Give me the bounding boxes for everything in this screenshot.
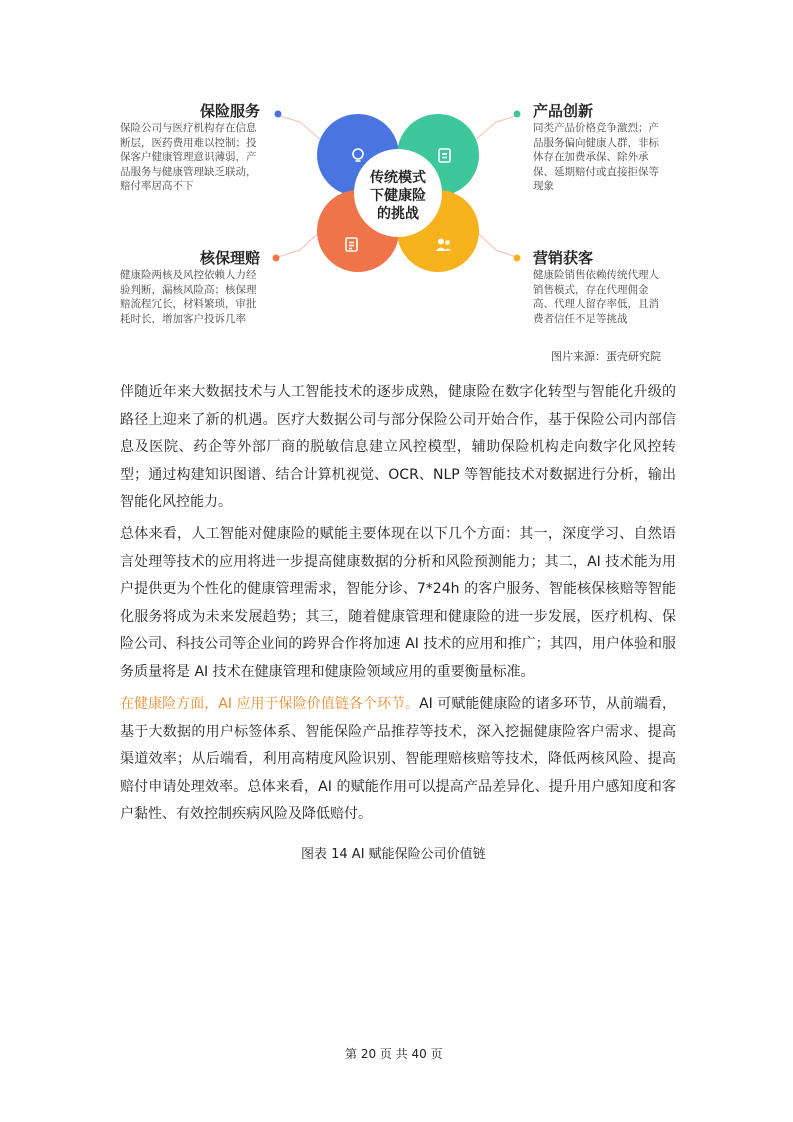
challenge-text-marketing: 健康险销售依赖传统代理人销售模式，存在代理佣金高、代理人留存率低，且消费者信任不足等挑战 xyxy=(533,269,659,325)
challenge-text-product-innovation: 同类产品价格竞争激烈；产品服务偏向健康人群，非标体存在加费承保、除外承保、延期赔付或直接拒保等现象 xyxy=(533,122,659,192)
challenge-text-underwriting-claims: 健康险两核及风控依赖人力经验判断，漏核风险高；核保理赔流程冗长，材料繁琐，审批耗时长，增加客户投诉几率 xyxy=(120,269,257,325)
connector-dot xyxy=(514,255,521,262)
connector-dot xyxy=(514,111,521,118)
challenge-text-insurance-service: 保险公司与医疗机构存在信息断层，医药费用难以控制；投保客户健康管理意识薄弱，产品服务与健康管理缺乏联动，赔付率居高不下 xyxy=(120,122,257,192)
challenge-title-product-innovation: 产品创新 xyxy=(533,102,594,120)
figure-source: 图片来源：蛋壳研究院 xyxy=(551,350,661,363)
challenge-title-insurance-service: 保险服务 xyxy=(200,102,261,120)
page-footer: 第 20 页 共 40 页 xyxy=(345,1047,443,1061)
highlighted-lead-sentence: 在健康险方面，AI 应用于保险价值链各个环节。 xyxy=(120,696,420,712)
body-paragraph-2: 总体来看，人工智能对健康险的赋能主要体现在以下几个方面：其一，深度学习、自然语言处理等技术的应用将进一步提高健康数据的分析和风险预测能力；其二，AI 技术能为用户提供更为个性化的健康管理需求，智能分诊、7*24h 的客户服务、智能核保核赔等智能化服务将成为未来发展趋势；其三，随着健康管理和健康险的进一步发展，医疗机构、保险公司、科技公司等企业间的跨界合作将加速 AI 技术的应用和推广；其四，用户体验和服务质量将是 AI 技术在健康管理和健康险领域应用的重要衡量标准。 xyxy=(120,526,676,680)
figure-caption: 图表 14 AI 赋能保险公司价值链 xyxy=(301,847,486,862)
center-title-line-2: 下健康险 xyxy=(370,188,426,204)
paragraph-3-rest: AI 可赋能健康险的诸多环节，从前端看，基于大数据的用户标签体系、智能保险产品推荐等技术，深入挖掘健康险客户需求、提高渠道效率；从后端看，利用高精度风险识别、智能理赔核赔等技术，降低两核风险、提高赔付申请处理效率。总体来看，AI 的赋能作用可以提高产品差异化、提升用户感知度和客户黏性、有效控制疾病风险及降低赔付。 xyxy=(120,696,677,822)
center-title-line-3: 的挑战 xyxy=(377,206,419,222)
center-title-line-1: 传统模式 xyxy=(370,170,426,186)
challenge-title-marketing: 营销获客 xyxy=(533,249,594,267)
challenge-title-underwriting-claims: 核保理赔 xyxy=(200,249,261,267)
petal-diagram xyxy=(0,0,793,360)
body-paragraph-1: 伴随近年来大数据技术与人工智能技术的逐步成熟，健康险在数字化转型与智能化升级的路径上迎来了新的机遇。医疗大数据公司与部分保险公司开始合作，基于保险公司内部信息及医院、药企等外部厂商的脱敏信息建立风控模型，辅助保险机构走向数字化风控转型；通过构建知识图谱、结合计算机视觉、OCR、NLP 等智能技术对数据进行分析，输出智能化风控能力。 xyxy=(120,384,676,510)
body-paragraph-3 xyxy=(120,691,676,829)
connector-dot xyxy=(273,255,280,262)
connector-dot xyxy=(275,111,282,118)
